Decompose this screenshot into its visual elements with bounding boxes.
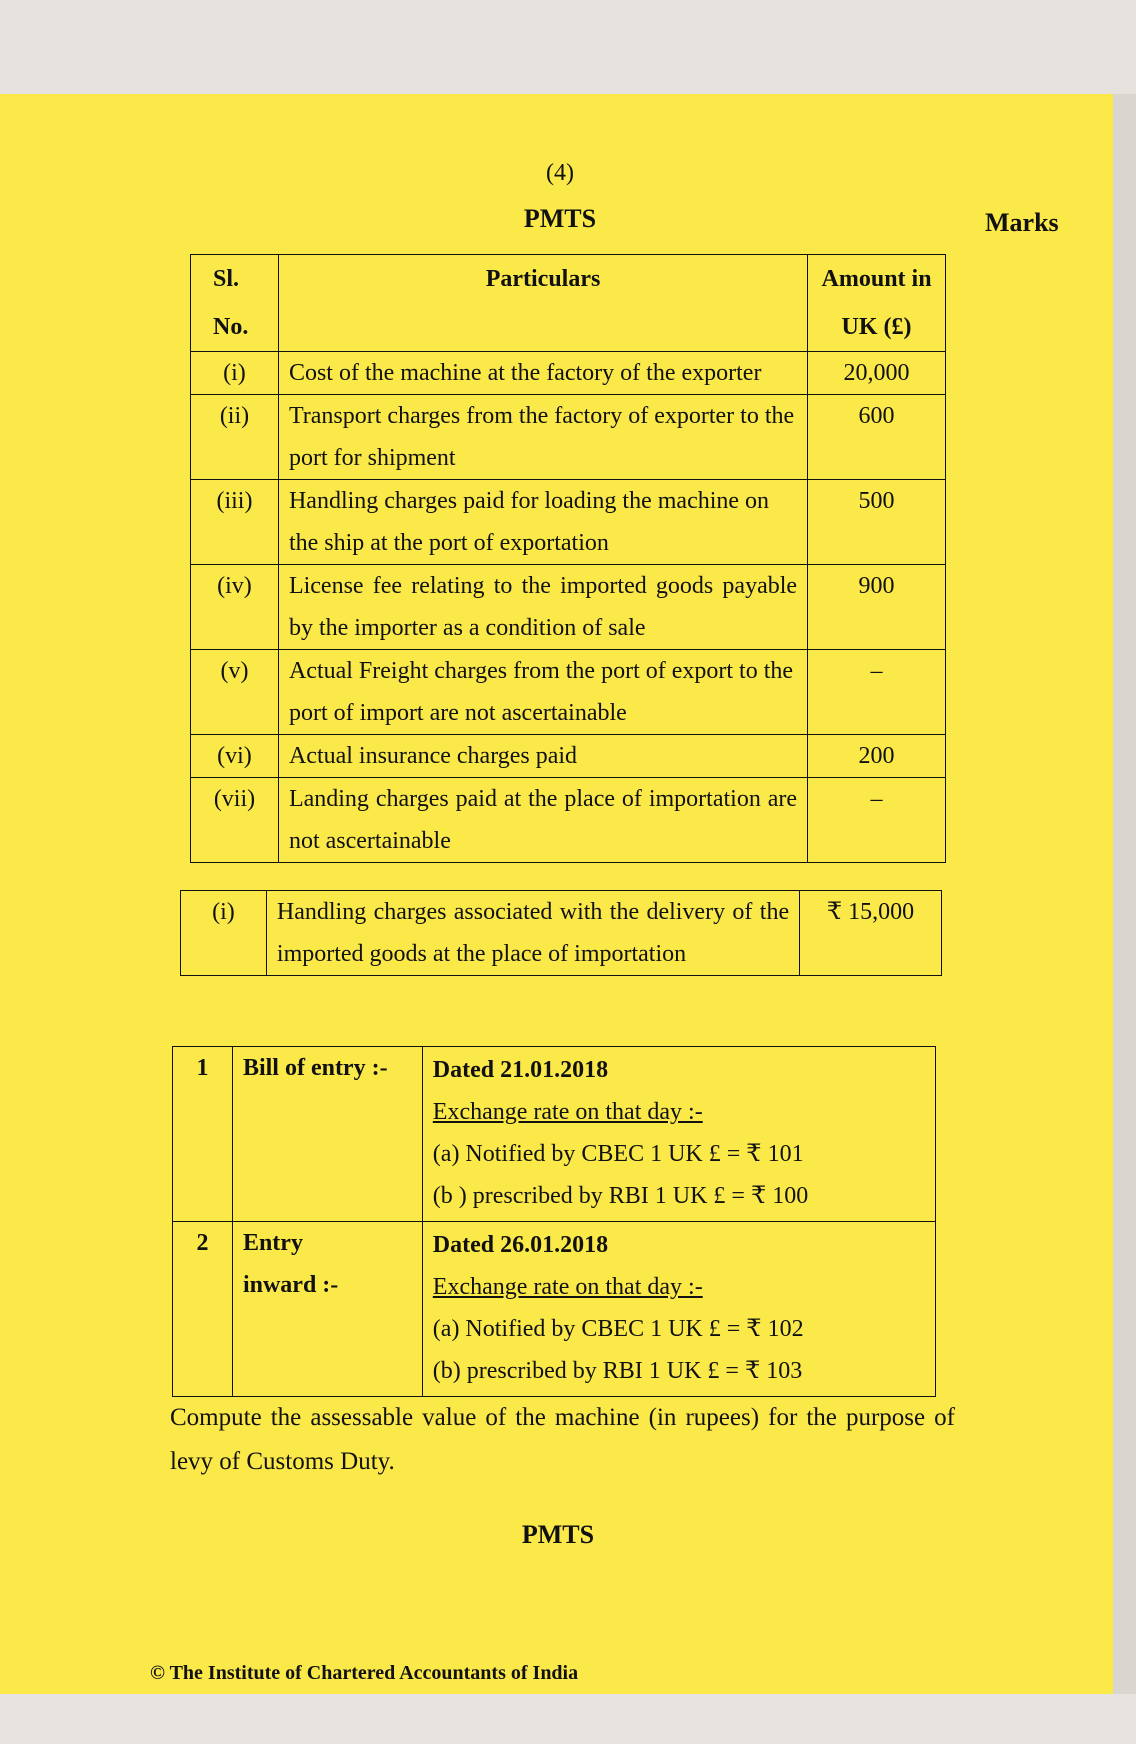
marks-label: Marks [985, 208, 1059, 237]
row-number: 2 [173, 1222, 233, 1397]
table-row [191, 480, 946, 565]
row-particulars: Landing charges paid at the place of importation are not ascertainable [278, 778, 807, 863]
row-amount: 200 [808, 735, 946, 778]
table-row [173, 1047, 936, 1222]
exchange-rate-table [172, 1046, 936, 1397]
row-sl: (iii) [191, 480, 279, 565]
exchange-rate-title: Exchange rate on that day :- [432, 1274, 703, 1300]
row-sl: (vi) [191, 735, 279, 778]
header-amount: Amount in UK (£) [808, 255, 946, 352]
copyright-notice: © The Institute of Chartered Accountants of India [150, 1662, 579, 1684]
row-amount: 900 [808, 565, 946, 650]
row-particulars: Actual insurance charges paid [278, 735, 807, 778]
scan-bottom-margin [0, 1694, 1136, 1744]
row-amount: 600 [808, 395, 946, 480]
row-amount: 500 [808, 480, 946, 565]
table-row [191, 778, 946, 863]
table-row [173, 1222, 936, 1397]
entry-date: Dated 26.01.2018 [432, 1232, 609, 1258]
row-amount: 20,000 [808, 352, 946, 395]
rbi-rate: (b ) prescribed by RBI 1 UK £ = ₹ 100 [432, 1183, 809, 1209]
row-label: Entry inward :- [232, 1222, 422, 1397]
row-number: 1 [173, 1047, 233, 1222]
row-sl: (ii) [191, 395, 279, 480]
row-amount: – [808, 778, 946, 863]
row-particulars: Cost of the machine at the factory of the exporter [278, 352, 807, 395]
row-particulars: Transport charges from the factory of exporter to the port for shipment [278, 395, 807, 480]
question-text: Compute the assessable value of the machine (in rupees) for the purpose of levy of Customs Duty. [170, 1404, 955, 1475]
cbec-rate: (a) Notified by CBEC 1 UK £ = ₹ 101 [432, 1141, 804, 1167]
exchange-rate-title: Exchange rate on that day :- [432, 1099, 703, 1125]
post-import-charges-table [180, 890, 942, 976]
row-sl: (v) [191, 650, 279, 735]
row-amount: – [808, 650, 946, 735]
table-row [181, 891, 942, 976]
table-row [191, 395, 946, 480]
row-amount: ₹ 15,000 [800, 891, 942, 976]
scan-top-margin [0, 0, 1136, 94]
row-particulars: Actual Freight charges from the port of export to the port of import are not ascertainable [278, 650, 807, 735]
header-sl: Sl. No. [191, 255, 279, 352]
table-row [191, 565, 946, 650]
section-header: PMTS [523, 204, 597, 233]
header-particulars: Particulars [278, 255, 807, 352]
footer-header: PMTS [521, 1520, 595, 1549]
table-row [191, 352, 946, 395]
row-sl: (i) [191, 352, 279, 395]
row-label: Bill of entry :- [232, 1047, 422, 1222]
entry-date: Dated 21.01.2018 [432, 1057, 609, 1083]
row-particulars: Handling charges associated with the delivery of the imported goods at the place of importation [266, 891, 799, 976]
row-details [422, 1047, 935, 1222]
rbi-rate: (b) prescribed by RBI 1 UK £ = ₹ 103 [432, 1358, 803, 1384]
row-sl: (i) [181, 891, 267, 976]
cbec-rate: (a) Notified by CBEC 1 UK £ = ₹ 102 [432, 1316, 804, 1342]
row-details [422, 1222, 935, 1397]
table-header-row [191, 255, 946, 352]
page-number: (4) [546, 160, 574, 186]
table-row [191, 650, 946, 735]
row-sl: (vii) [191, 778, 279, 863]
table-row [191, 735, 946, 778]
row-particulars: License fee relating to the imported goods payable by the importer as a condition of sale [278, 565, 807, 650]
cost-particulars-table [190, 254, 946, 863]
row-particulars: Handling charges paid for loading the machine on the ship at the port of exportation [278, 480, 807, 565]
row-sl: (iv) [191, 565, 279, 650]
